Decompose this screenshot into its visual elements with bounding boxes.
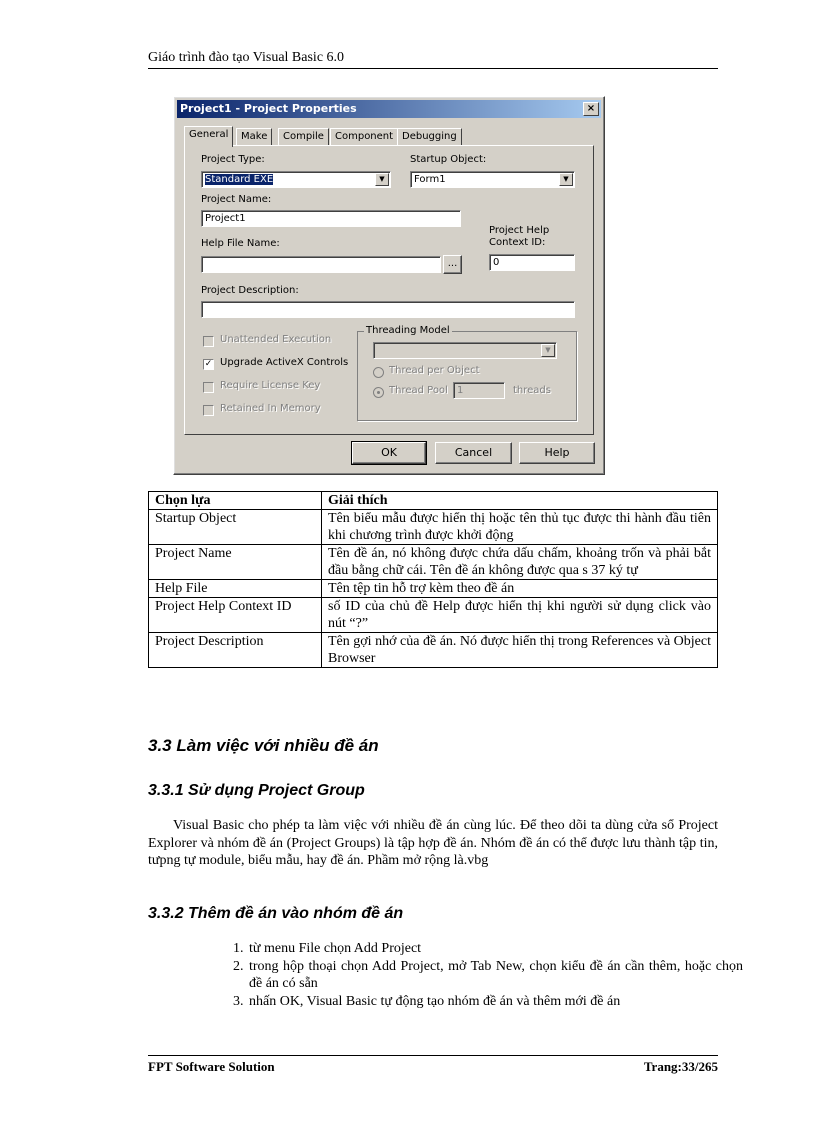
steps-list (222, 940, 743, 1010)
subsection-heading-add-project: 3.3.2 Thêm đề án vào nhóm đề án (148, 905, 404, 922)
description-label: Project Description: (201, 285, 299, 296)
upgrade-activex-checkbox[interactable]: ✓ (204, 359, 213, 369)
browse-button[interactable]: ... (443, 255, 462, 274)
project-type-select[interactable] (201, 171, 391, 188)
section-heading: 3.3 Làm việc với nhiều đề án (148, 736, 379, 755)
require-license-checkbox[interactable] (203, 382, 214, 393)
table-cell-option: Project Help Context ID (149, 598, 322, 633)
project-group-paragraph: Visual Basic cho phép ta làm việc với nhiều đề án cùng lúc. Để theo dõi ta dùng cửa sổ Project Explorer và nhóm đề án (Project Groups) là tập hợp đề án. Nhóm đề án có thể được lưu thành tập tin, tưpng tự module, biểu mẫu, hay đề án. Phầm mở rộng là.vbg (148, 818, 718, 868)
threading-model-select[interactable] (373, 342, 557, 359)
table-cell-option: Project Name (149, 545, 322, 580)
tab-compile[interactable]: Compile (278, 128, 329, 146)
table-header-description: Giải thích (322, 492, 718, 510)
project-type-label: Project Type: (201, 154, 265, 165)
startup-object-select[interactable] (410, 171, 575, 188)
tab-make[interactable]: Make (236, 128, 272, 146)
chevron-down-icon[interactable]: ▼ (541, 344, 555, 357)
table-cell-description: số ID của chủ đề Help được hiển thị khi người sử dụng click vào nút “?” (322, 598, 718, 633)
dialog-title: Project1 - Project Properties (180, 102, 357, 115)
threading-model-group (357, 325, 577, 421)
table-header-option: Chọn lựa (149, 492, 322, 510)
help-file-input[interactable] (201, 256, 441, 273)
close-icon[interactable]: × (583, 102, 599, 116)
footer-company: FPT Software Solution (148, 1059, 275, 1074)
project-name-input[interactable]: Project1 (201, 210, 461, 227)
thread-pool-count-input[interactable]: 1 (453, 382, 505, 399)
table-row (149, 510, 718, 545)
table-cell-option: Help File (149, 580, 322, 598)
table-row (149, 545, 718, 580)
chevron-down-icon[interactable]: ▼ (375, 173, 389, 186)
help-context-label-line2: Context ID: (489, 237, 546, 248)
footer-divider (148, 1055, 718, 1056)
retained-memory-label: Retained In Memory (220, 403, 321, 414)
unattended-label: Unattended Execution (220, 334, 332, 345)
chevron-down-icon[interactable]: ▼ (559, 173, 573, 186)
thread-pool-label: Thread Pool (389, 385, 448, 396)
list-item: 2. trong hộp thoại chọn Add Project, mở Tab New, chọn kiểu đề án cần thêm, hoặc chọn đề án có sẵn (247, 958, 743, 993)
help-file-label: Help File Name: (201, 238, 280, 249)
table-cell-option: Startup Object (149, 510, 322, 545)
header-divider (148, 68, 718, 69)
thread-per-object-radio[interactable] (373, 367, 384, 378)
list-item: 1. từ menu File chọn Add Project (247, 940, 743, 958)
startup-object-label: Startup Object: (410, 154, 487, 165)
table-cell-description: Tên biểu mẫu được hiển thị hoặc tên thủ tục được thi hành đầu tiên khi chương trình được khởi động (322, 510, 718, 545)
project-name-label: Project Name: (201, 194, 272, 205)
options-table (148, 491, 718, 668)
project-properties-dialog (173, 96, 605, 475)
page-header-title: Giáo trình đào tạo Visual Basic 6.0 (148, 50, 345, 65)
table-cell-description: Tên đề án, nó không được chứa dấu chấm, khoảng trốn và phải bắt đầu bằng chữ cái. Tên đề án không được qua s 37 ký tự (322, 545, 718, 580)
table-row (149, 598, 718, 633)
thread-pool-radio[interactable] (373, 387, 384, 398)
general-tab-panel (184, 145, 594, 435)
description-input[interactable] (201, 301, 575, 318)
unattended-checkbox[interactable] (203, 336, 214, 347)
table-cell-description: Tên gợi nhớ của đề án. Nó được hiển thị trong References và Object Browser (322, 633, 718, 668)
list-item: 3. nhấn OK, Visual Basic tự động tạo nhóm đề án và thêm mới đề án (247, 993, 743, 1011)
threads-label: threads (513, 385, 551, 396)
table-header-row (149, 492, 718, 510)
project-type-value: Standard EXE (205, 174, 274, 185)
help-context-label-line1: Project Help (489, 225, 550, 236)
thread-per-object-label: Thread per Object (389, 365, 480, 376)
threading-model-label: Threading Model (366, 325, 450, 336)
table-row (149, 633, 718, 668)
table-row (149, 580, 718, 598)
require-license-label: Require License Key (220, 380, 321, 391)
tab-debugging[interactable]: Debugging (397, 128, 462, 146)
retained-memory-checkbox[interactable] (203, 405, 214, 416)
subsection-heading-project-group: 3.3.1 Sử dụng Project Group (148, 782, 365, 799)
dialog-titlebar[interactable] (177, 100, 601, 118)
upgrade-activex-label: Upgrade ActiveX Controls (220, 357, 349, 368)
footer-page-number: Trang:33/265 (643, 1059, 718, 1074)
help-button[interactable]: Help (519, 442, 595, 464)
startup-object-value: Form1 (414, 174, 446, 185)
tab-component[interactable]: Component (330, 128, 398, 146)
table-cell-description: Tên tệp tin hỗ trợ kèm theo đề án (322, 580, 718, 598)
cancel-button[interactable]: Cancel (435, 442, 512, 464)
table-cell-option: Project Description (149, 633, 322, 668)
tab-general[interactable]: General (184, 126, 233, 147)
help-context-input[interactable]: 0 (489, 254, 575, 271)
ok-button[interactable]: OK (352, 442, 426, 464)
